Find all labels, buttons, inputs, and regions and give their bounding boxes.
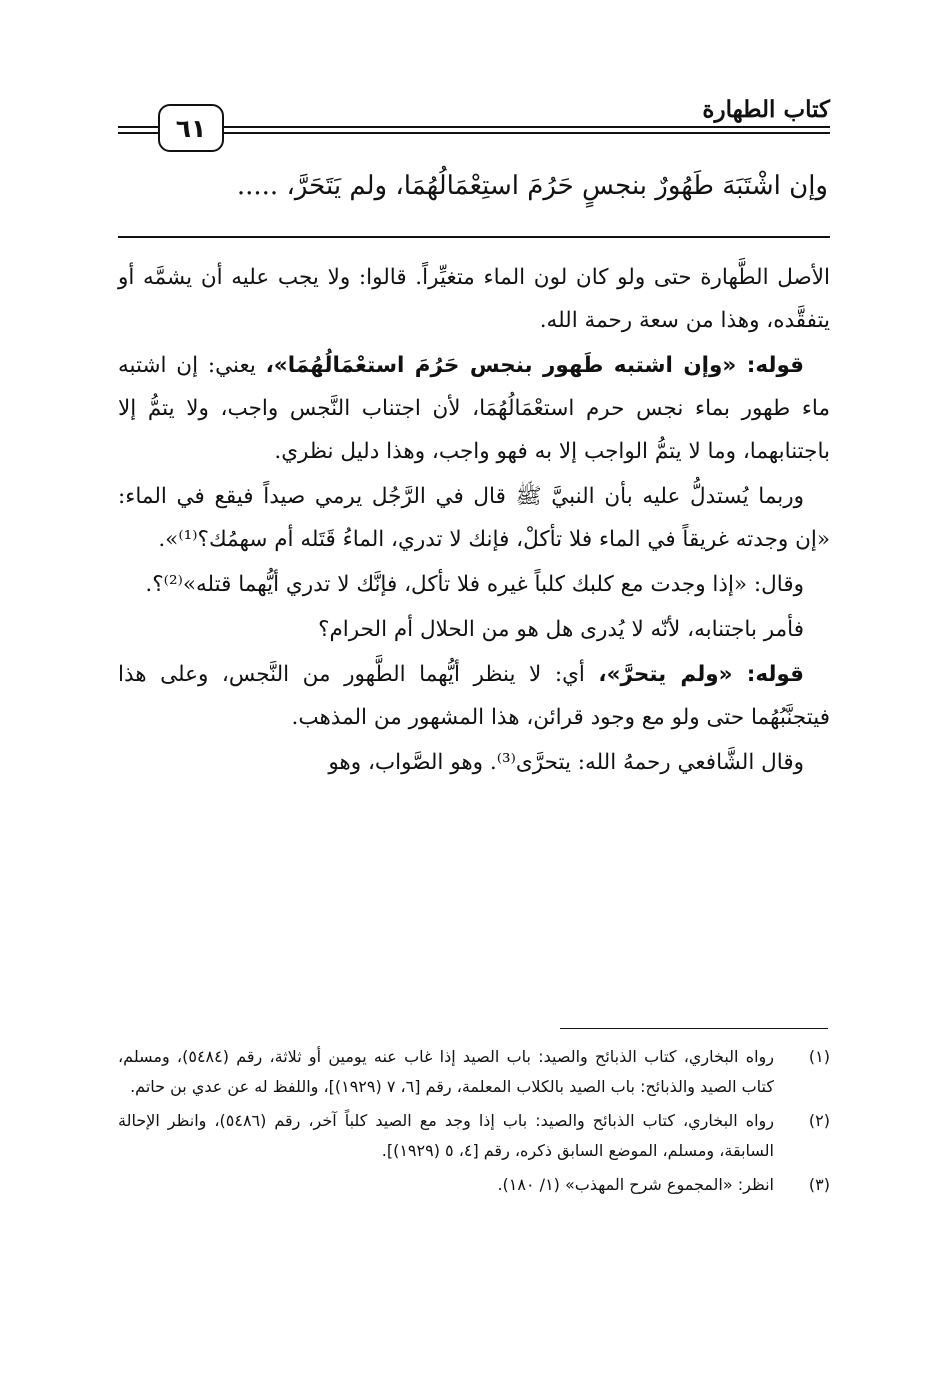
footnote [118,1106,830,1166]
footnote [118,1042,830,1102]
header-rule-bottom [118,132,830,134]
quoted-matn: قوله: «وإن اشتبه طَهور بنجس حَرُمَ استعْمَالُهُمَا»، [265,353,805,378]
paragraph-text: أي: لا ينظر أيُّهما الطَّهور من النَّجس، وعلى هذا فيتجنَّبُهُما حتى ولو مع وجود قرائن، هذا المشهور من المذهب. [118,662,830,730]
footnote-text: رواه البخاري، كتاب الذبائح والصيد: باب الصيد إذا غاب عنه يومين أو ثلاثة، رقم (٥٤٨٤)، ومسلم، كتاب الصيد والذبائح: باب الصيد بالكلاب المعلمة، رقم [٦، ٧ (١٩٢٩)]، واللفظ له عن عدي بن حاتم. [118,1047,775,1096]
book-title: كتاب الطهارة [702,96,830,123]
footnote-text: انظر: «المجموع شرح المهذب» (١/ ١٨٠). [497,1175,774,1194]
paragraph [118,653,830,739]
header-rule-top [118,126,830,128]
quoted-matn: قوله: «ولم يتحرَّ»، [598,662,804,687]
commentary-body [118,256,830,784]
footnote-number: (١) [808,1047,830,1066]
matn-divider [118,236,830,238]
footnotes [118,1042,830,1204]
paragraph: وربما يُستدلُّ عليه بأن النبيَّ ﷺ قال في الرَّجُل يرمي صيداً فيقع في الماء: «إن وجدته غريقاً في الماء فلا تأكلْ، فإنك لا تدري، الماءُ قَتَله أم سهمُك؟⁽¹⁾». [118,484,830,552]
paragraph: وقال الشَّافعي رحمهُ الله: يتحرَّى⁽³⁾. وهو الصَّواب، وهو [328,750,804,775]
paragraph: فأمر باجتنابه، لأنّه لا يُدرى هل هو من الحلال أم الحرام؟ [318,617,804,642]
paragraph-text: يعني: إن اشتبه ماء طهور بماء نجس حرم استعْمَالُهُمَا، لأن اجتناب النَّجس واجب، ولا يتمُّ إلا باجتنابهما، وما لا يتمُّ الواجب إلا به فهو واجب، وهذا دليل نظري. [118,353,830,464]
footnote-number: (٢) [808,1111,830,1130]
paragraph: وقال: «إذا وجدت مع كلبك كلباً غيره فلا تأكل، فإنَّك لا تدري أيُّهما قتله»⁽²⁾؟. [145,572,804,597]
matn-text: وإن اشْتَبَهَ طَهُورٌ بنجسٍ حَرُمَ استِعْمَالُهُمَا، ولم يَتَحَرَّ، ..... [236,171,828,201]
paragraph [118,344,830,473]
footnote [118,1170,830,1200]
paragraph: الأصل الطَّهارة حتى ولو كان لون الماء متغيِّراً. قالوا: ولا يجب عليه أن يشمَّه أو يتفقَّده، وهذا من سعة رحمة الله. [118,265,830,333]
footnote-text: رواه البخاري، كتاب الذبائح والصيد: باب إذا وجد مع الصيد كلباً آخر، رقم (٥٤٨٦)، وانظر الإحالة السابقة، ومسلم، الموضع السابق ذكره، رقم [٤، ٥ (١٩٢٩)]. [118,1111,774,1160]
page-number: ٦١ [158,104,224,152]
footnote-divider [560,1028,828,1029]
footnote-number: (٣) [808,1175,830,1194]
